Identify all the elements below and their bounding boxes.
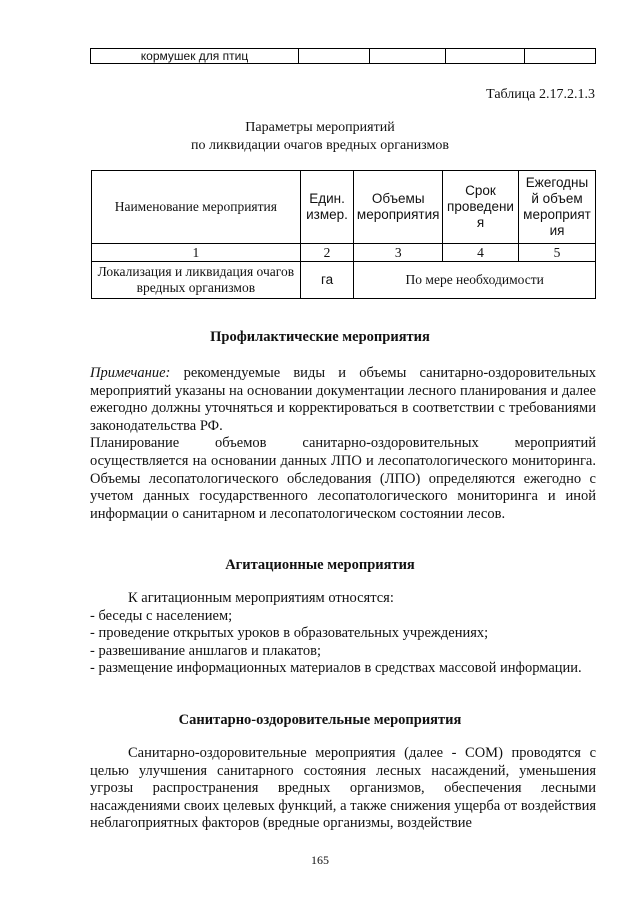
number-cell: 5 bbox=[518, 244, 595, 262]
table-label: Таблица 2.17.2.1.3 bbox=[486, 87, 595, 102]
merged-cell: По мере необходимости bbox=[354, 262, 596, 299]
table-number-row bbox=[92, 244, 596, 262]
list-item: - развешивание аншлагов и плакатов; bbox=[90, 642, 321, 659]
previous-table-fragment bbox=[90, 48, 596, 64]
note-label: Примечание: bbox=[90, 365, 171, 381]
agitation-intro: К агитационным мероприятиям относятся: bbox=[128, 590, 394, 606]
table-cell bbox=[525, 49, 596, 64]
table-title-line1: Параметры мероприятий bbox=[245, 120, 395, 135]
table-header-row bbox=[92, 171, 596, 244]
table-row bbox=[92, 262, 596, 299]
header-cell: Срок проведени я bbox=[443, 171, 519, 244]
table-title-line2: по ликвидации очагов вредных организмов bbox=[191, 138, 449, 153]
note-text: рекомендуемые виды и объемы санитарно-оздоровительных мероприятий указаны на основании документации лесного планирования и далее ежегодно должны уточняться и корректироваться в соответствии с требованиями законодательства РФ. bbox=[90, 365, 596, 434]
header-cell: Ежегодны й объем мероприят ия bbox=[518, 171, 595, 244]
number-cell: 4 bbox=[443, 244, 519, 262]
table-cell: кормушек для птиц bbox=[91, 49, 299, 64]
header-cell: Объемы мероприятия bbox=[354, 171, 443, 244]
list-item: - проведение открытых уроков в образовательных учреждениях; bbox=[90, 625, 489, 642]
table-cell bbox=[370, 49, 446, 64]
list-item: - беседы с населением; bbox=[90, 607, 233, 624]
activity-name-cell: Локализация и ликвидация очагов вредных организмов bbox=[92, 262, 301, 299]
section-heading-agitation: Агитационные мероприятия bbox=[225, 557, 415, 573]
header-cell: Един. измер. bbox=[300, 171, 354, 244]
number-cell: 1 bbox=[92, 244, 301, 262]
table-cell bbox=[299, 49, 370, 64]
number-cell: 2 bbox=[300, 244, 354, 262]
note-paragraph bbox=[90, 365, 596, 523]
sanitary-paragraph: Санитарно-оздоровительные мероприятия (далее - СОМ) проводятся с целью улучшения санитарного состояния лесных насаждений, уменьшения угрозы распространения вредных организмов, обеспечения лесными насаждениями своих целевых функций, а также снижения ущерба от воздействия неблагоприятных факторов (вредные организмы, воздействие bbox=[90, 745, 596, 832]
table-cell bbox=[446, 49, 525, 64]
section-heading-prophylactic: Профилактические мероприятия bbox=[210, 329, 430, 345]
unit-cell: га bbox=[300, 262, 354, 299]
page-number: 165 bbox=[311, 853, 329, 867]
agitation-list bbox=[90, 590, 596, 678]
planning-paragraph: Планирование объемов санитарно-оздоровительных мероприятий осуществляется на основании данных ЛПО и лесопатологического мониторинга. Объемы лесопатологического обследования (ЛПО) определяются ежегодно с учетом данных государственного лесопатологического мониторинга и иной информации о санитарном и лесопатологическом состоянии лесов. bbox=[90, 435, 596, 522]
section-heading-sanitary: Санитарно-оздоровительные мероприятия bbox=[178, 712, 462, 728]
list-item: - размещение информационных материалов в средствах массовой информации. bbox=[90, 660, 582, 677]
number-cell: 3 bbox=[354, 244, 443, 262]
header-cell: Наименование мероприятия bbox=[92, 171, 301, 244]
table-row bbox=[91, 49, 596, 64]
parameters-table bbox=[91, 170, 596, 299]
